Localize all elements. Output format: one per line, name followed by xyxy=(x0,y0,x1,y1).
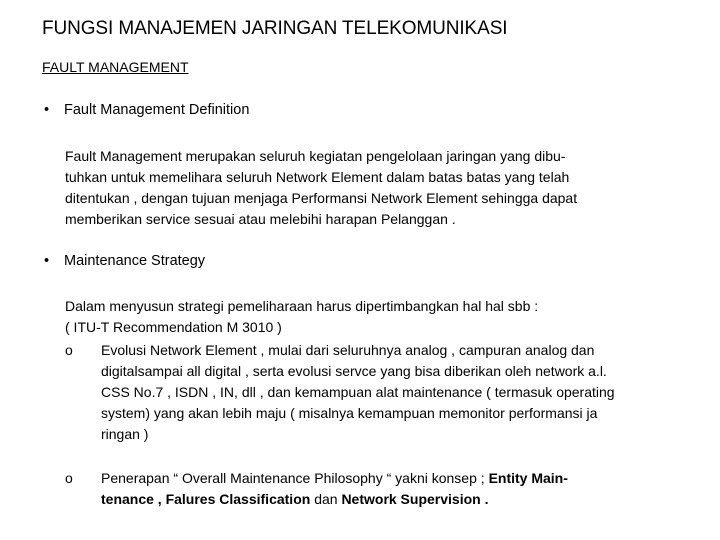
bullet-icon: • xyxy=(44,102,50,118)
page-title: FUNGSI MANAJEMEN JARINGAN TELEKOMUNIKASI xyxy=(42,18,508,39)
text-run: Penerapan “ Overall Maintenance Philosophy “ yakni konsep ; xyxy=(101,470,489,486)
paragraph-line: digitalsampai all digital , serta evolusi servce yang bisa diberikan oleh network a.l. xyxy=(101,363,607,379)
paragraph-line xyxy=(101,468,695,489)
bullet-maintenance-strategy xyxy=(44,253,205,269)
paragraph-line: Dalam menyusun strategi pemeliharaan harus dipertimbangkan hal hal sbb : xyxy=(65,298,539,314)
bullet-icon: • xyxy=(44,253,50,269)
bold-text-run: Entity Main- xyxy=(488,470,568,486)
paragraph-line: memberikan service sesuai atau melebihi harapan Pelanggan . xyxy=(65,211,456,227)
bold-text-run: tenance , Falures Classification xyxy=(101,491,315,507)
paragraph-line: CSS No.7 , ISDN , IN, dll , dan kemampuan alat maintenance ( termasuk operating xyxy=(101,384,615,400)
bullet-heading: Maintenance Strategy xyxy=(64,253,206,269)
paragraph-line: system) yang akan lebih maju ( misalnya kemampuan memonitor performansi ja xyxy=(101,405,598,421)
paragraph-line: ditentukan , dengan tujuan menjaga Performansi Network Element sehingga dapat xyxy=(65,190,578,206)
sub-bullet-marker: o xyxy=(65,470,73,486)
definition-paragraph xyxy=(65,146,690,230)
sub-bullet-marker: o xyxy=(65,342,73,358)
paragraph-line: tuhkan untuk memelihara seluruh Network Element dalam batas batas yang telah xyxy=(65,169,570,185)
bullet-heading: Fault Management Definition xyxy=(64,102,250,118)
bullet-fault-management-definition xyxy=(44,102,249,118)
paragraph-line: ringan ) xyxy=(101,426,149,442)
paragraph-line xyxy=(101,489,695,510)
text-run: dan xyxy=(314,491,342,507)
bold-text-run: Network Supervision . xyxy=(341,491,489,507)
section-subtitle: FAULT MANAGEMENT xyxy=(42,59,189,75)
sub-item-text xyxy=(101,340,695,445)
sub-item-text xyxy=(101,468,695,510)
paragraph-line: Fault Management merupakan seluruh kegiatan pengelolaan jaringan yang dibu- xyxy=(65,148,566,164)
paragraph-line: ( ITU-T Recommendation M 3010 ) xyxy=(65,319,282,335)
strategy-intro xyxy=(65,296,690,338)
paragraph-line: Evolusi Network Element , mulai dari seluruhnya analog , campuran analog dan xyxy=(101,342,595,358)
